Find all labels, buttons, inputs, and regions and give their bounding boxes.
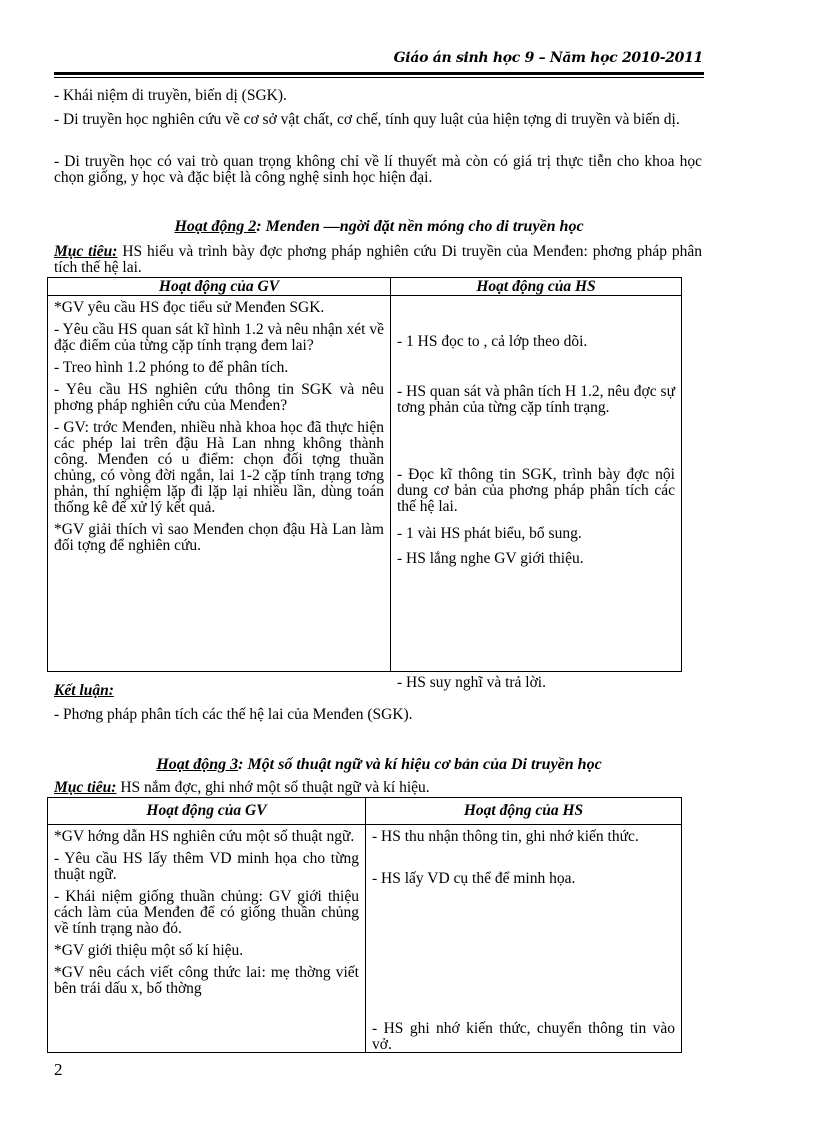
section3-gv-cell — [48, 825, 366, 1053]
section3-col-gv-header: Hoạt động của GV — [48, 798, 366, 825]
section2-hs-item: - 1 HS đọc to , cả lớp theo dõi. — [397, 333, 588, 350]
section3-gv-item: - Khái niệm giống thuần chủng: GV giới thiệu cách làm của Menđen để có giống thuần chủng về tính trạng nào đó. — [54, 888, 359, 937]
section2-conclusion-text: - Phơng pháp phân tích các thế hệ lai của Menđen (SGK). — [54, 706, 413, 723]
section3-col-hs-header: Hoạt động của HS — [366, 798, 682, 825]
section3-hs-item: - HS thu nhận thông tin, ghi nhớ kiến thức. — [372, 828, 639, 845]
section2-conclusion-label: Kết luận: — [54, 682, 114, 699]
section2-hs-item: - HS lắng nghe GV giới thiệu. — [397, 550, 584, 567]
page-number: 2 — [54, 1060, 63, 1079]
section2-objective — [54, 244, 702, 276]
section3-heading — [54, 757, 704, 773]
section3-hs-item: - HS ghi nhớ kiến thức, chuyển thông tin vào vở. — [372, 1020, 675, 1053]
section3-hs-item: - HS lấy VD cụ thể để minh họa. — [372, 870, 576, 887]
section3-heading-rest: : Một số thuật ngữ và kí hiệu cơ bản của Di truyền học — [238, 756, 602, 773]
section2-heading — [54, 219, 704, 235]
intro-paragraph-3: - Di truyền học có vai trò quan trọng không chỉ về lí thuyết mà còn có giá trị thực tiễn cho khoa học chọn giống, y học và đặc biệt là công nghệ sinh học hiện đại. — [54, 153, 702, 186]
intro-paragraph-2: - Di truyền học nghiên cứu về cơ sở vật chất, cơ chế, tính quy luật của hiện tợng di truyền và biến dị. — [54, 111, 680, 128]
section2-hs-item: - 1 vài HS phát biểu, bổ sung. — [397, 525, 582, 542]
section2-heading-prefix: Hoạt động 2 — [174, 218, 257, 235]
header-rule-thin — [54, 77, 704, 78]
section3-hs-cell — [366, 825, 682, 1053]
section2-gv-cell — [48, 296, 391, 672]
section3-objective-text: HS nắm đợc, ghi nhớ một số thuật ngữ và kí hiệu. — [116, 779, 430, 796]
header-title: Giáo án sinh học 9 – Năm học 2010-2011 — [393, 50, 703, 66]
section2-col-gv-header: Hoạt động của GV — [48, 278, 391, 296]
intro-paragraph-1: - Khái niệm di truyền, biến dị (SGK). — [54, 87, 287, 104]
section3-objective — [54, 780, 702, 796]
section2-hs-item: - HS suy nghĩ và trả lời. — [397, 674, 546, 691]
section2-hs-item: - HS quan sát và phân tích H 1.2, nêu đợc sự tơng phản của từng cặp tính trạng. — [397, 383, 675, 416]
section3-objective-label: Mục tiêu: — [54, 779, 117, 796]
section3-gv-item: - Yêu cầu HS lấy thêm VD minh họa cho từng thuật ngữ. — [54, 850, 359, 883]
section2-gv-item: - Yêu cầu HS nghiên cứu thông tin SGK và nêu phơng pháp nghiên cứu của Menđen? — [54, 381, 384, 414]
section3-activity-table — [47, 797, 682, 1053]
section2-hs-cell — [391, 296, 682, 691]
section2-heading-rest: : Menđen —ngời đặt nền móng cho di truyền học — [256, 218, 584, 235]
section2-col-hs-header: Hoạt động của HS — [391, 278, 682, 296]
section2-gv-item: - GV: trớc Menđen, nhiều nhà khoa học đã thực hiện các phép lai trên đậu Hà Lan nhng không thành công. Menđen có u điểm: chọn đối tợng thuần chủng, có vòng đời ngắn, lai 1-2 cặp tính trạng tơng phản, thí nghiệm lặp đi lặp lại nhiều lần, dùng toán thống kê để xử lý kết quả. — [54, 419, 384, 516]
section2-objective-label: Mục tiêu: — [54, 243, 118, 260]
section2-gv-item: - Treo hình 1.2 phóng to để phân tích. — [54, 359, 289, 376]
section3-gv-item: *GV hớng dẫn HS nghiên cứu một số thuật ngữ. — [54, 828, 355, 845]
section2-objective-text: HS hiểu và trình bày đợc phơng pháp nghiên cứu Di truyền của Menđen: phơng pháp phân tích thế hệ lai. — [54, 243, 702, 276]
section2-gv-item: - Yêu cầu HS quan sát kĩ hình 1.2 và nêu nhận xét về đặc điểm của từng cặp tính trạng đem lai? — [54, 321, 384, 354]
section3-heading-prefix: Hoạt động 3 — [156, 756, 239, 773]
section2-hs-item: - Đọc kĩ thông tin SGK, trình bày đợc nội dung cơ bản của phơng pháp phân tích các thế hệ lai. — [397, 466, 675, 515]
header-rule-thick — [54, 72, 704, 75]
section2-gv-item: *GV giải thích vì sao Menđen chọn đậu Hà Lan làm đối tợng để nghiên cứu. — [54, 521, 384, 554]
section2-gv-item: *GV yêu cầu HS đọc tiểu sử Menđen SGK. — [54, 299, 325, 316]
section2-conclusion-label-line — [54, 683, 702, 699]
section3-gv-item: *GV nêu cách viết công thức lai: mẹ thờng viết bên trái dấu x, bố thờng — [54, 964, 359, 997]
section3-gv-item: *GV giới thiệu một số kí hiệu. — [54, 942, 244, 959]
